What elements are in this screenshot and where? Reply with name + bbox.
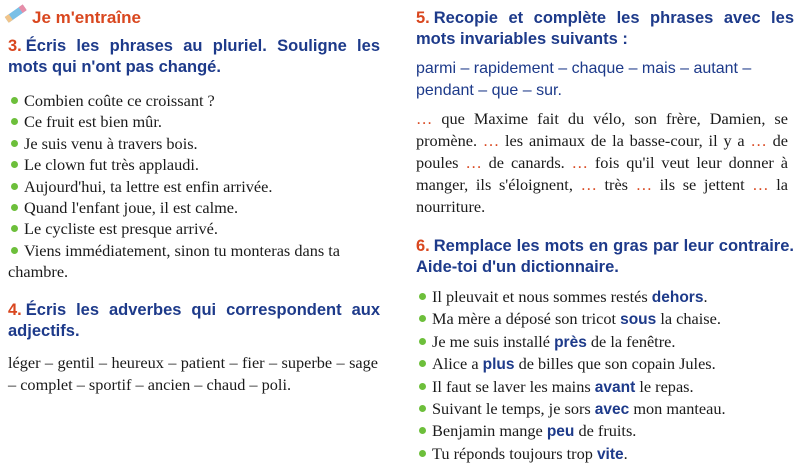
list-item: Aujourd'hui, ta lettre est enfin arrivée. [8, 176, 380, 197]
exercise-3-instruction: Écris les phrases au pluriel. Souligne les mots qui n'ont pas changé. [8, 37, 380, 76]
exercise-4-adjectives: léger – gentil – heureux – patient – fier – superbe – sage – complet – sportif – ancien – chaud – poli. [8, 353, 378, 394]
list-item: Je me suis installé près de la fenêtre. [416, 331, 794, 353]
bullet-icon [11, 204, 18, 211]
exercise-6-instruction: Remplace les mots en gras par leur contraire. Aide-toi d'un dictionnaire. [416, 237, 794, 276]
list-item: Il faut se laver les mains avant le repas. [416, 376, 794, 398]
bullet-icon [419, 405, 426, 412]
list-item: Je suis venu à travers bois. [8, 133, 380, 154]
bullet-icon [419, 360, 426, 367]
exercise-3-number: 3. [8, 37, 22, 55]
bullet-icon [419, 315, 426, 322]
bullet-icon [419, 450, 426, 457]
list-item: Suivant le temps, je sors avec mon manteau. [416, 398, 794, 420]
bullet-icon [11, 118, 18, 125]
bullet-icon [11, 225, 18, 232]
list-item: Ma mère a déposé son tricot sous la chaise. [416, 308, 794, 330]
list-item: Le cycliste est presque arrivé. [8, 218, 380, 239]
list-item: Ce fruit est bien mûr. [8, 111, 380, 132]
exercise-4-instruction: Écris les adverbes qui correspondent aux adjectifs. [8, 301, 380, 340]
exercise-6-list [416, 286, 794, 465]
bullet-icon [11, 183, 18, 190]
exercise-6-number: 6. [416, 237, 430, 255]
bullet-icon [11, 97, 18, 104]
bullet-icon [11, 161, 18, 168]
bullet-icon [419, 293, 426, 300]
exercise-5-number: 5. [416, 9, 430, 27]
exercise-5-text: … que Maxime fait du vélo, son frère, Damien, se promène. … les animaux de la basse-cour, il y a … de poules … de canards. … fois qu'il veut leur donner à manger, ils s'éloignent, … très … ils se jettent … la nourriture. [416, 109, 788, 216]
exercise-3-list [8, 90, 380, 283]
list-item: Quand l'enfant joue, il est calme. [8, 197, 380, 218]
exercise-4-number: 4. [8, 301, 22, 319]
bullet-icon [11, 247, 18, 254]
bullet-icon [419, 383, 426, 390]
bullet-icon [419, 338, 426, 345]
list-item: Le clown fut très applaudi. [8, 154, 380, 175]
bullet-icon [419, 427, 426, 434]
exercise-4-title [8, 300, 380, 342]
list-item: Viens immédiatement, sinon tu monteras dans ta chambre. [8, 240, 340, 282]
list-item: Tu réponds toujours trop vite. [416, 443, 794, 465]
list-item: Benjamin mange peu de fruits. [416, 420, 794, 442]
list-item: Alice a plus de billes que son copain Jules. [416, 353, 794, 375]
bullet-icon [11, 140, 18, 147]
exercise-6-title [416, 236, 794, 278]
list-item: Il pleuvait et nous sommes restés dehors. [416, 286, 794, 308]
exercise-5-word-list: parmi – rapidement – chaque – mais – autant – pendant – que – sur. [416, 60, 752, 99]
section-heading-row [8, 4, 141, 32]
exercise-3-title [8, 36, 380, 78]
exercise-5-title [416, 8, 794, 50]
exercise-5-instruction: Recopie et complète les phrases avec les mots invariables suivants : [416, 9, 794, 48]
list-item: Combien coûte ce croissant ? [8, 90, 380, 111]
pencil-icon [2, 0, 30, 28]
section-heading: Je m'entraîne [32, 8, 141, 27]
